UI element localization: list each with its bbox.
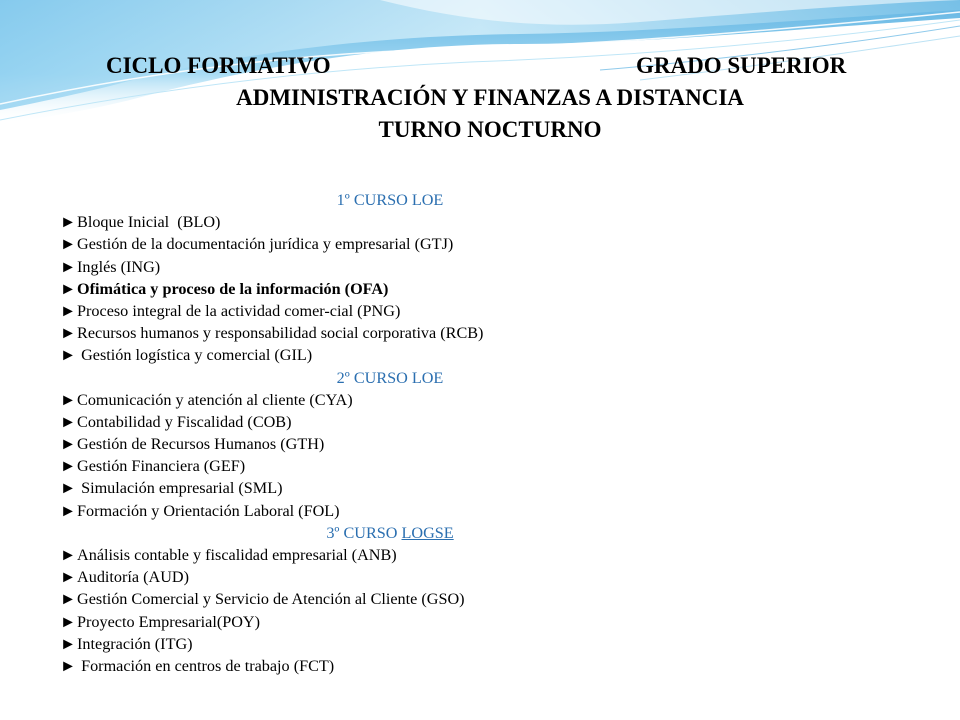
list-item-text: Formación en centros de trabajo (FCT) <box>77 656 335 675</box>
triangle-bullet-icon: ► <box>60 412 77 431</box>
section-heading <box>60 367 720 389</box>
list-item-text: Gestión de Recursos Humanos (GTH) <box>77 435 325 454</box>
triangle-bullet-icon: ► <box>60 590 77 609</box>
list-item <box>60 500 960 522</box>
list-item-text: Proceso integral de la actividad comer-cial (PNG) <box>77 301 401 320</box>
list-item-text: Proyecto Empresarial(POY) <box>77 612 260 631</box>
list-item-text: Integración (ITG) <box>77 634 193 653</box>
list-item <box>60 322 960 344</box>
list-item-text: Inglés (ING) <box>77 257 161 276</box>
list-item <box>60 300 960 322</box>
list-item <box>60 588 960 610</box>
list-item <box>60 611 960 633</box>
triangle-bullet-icon: ► <box>60 257 77 276</box>
list-item-text: Gestión de la documentación jurídica y empresarial (GTJ) <box>77 235 454 254</box>
list-item <box>60 256 960 278</box>
section-title: 3º CURSO <box>326 523 402 542</box>
list-item-text: Análisis contable y fiscalidad empresarial (ANB) <box>77 546 397 564</box>
list-item-text: Auditoría (AUD) <box>77 568 189 587</box>
list-item-text: Gestión Financiera (GEF) <box>77 457 246 476</box>
page-title: ADMINISTRACIÓN Y FINANZAS A DISTANCIA <box>236 85 744 110</box>
section-title: 1º CURSO LOE <box>336 191 444 209</box>
list-item-text: Bloque Inicial (BLO) <box>77 213 221 232</box>
list-item-text: Gestión Comercial y Servicio de Atención al Cliente (GSO) <box>77 590 465 609</box>
list-item <box>60 544 960 566</box>
section-heading <box>60 522 720 544</box>
triangle-bullet-icon: ► <box>60 324 77 343</box>
list-item <box>60 233 960 255</box>
triangle-bullet-icon: ► <box>60 479 77 498</box>
turno-label: TURNO NOCTURNO <box>378 117 602 142</box>
list-item <box>60 655 960 677</box>
triangle-bullet-icon: ► <box>60 213 77 232</box>
list-item-text: Comunicación y atención al cliente (CYA) <box>77 390 353 409</box>
list-item <box>60 477 960 499</box>
list-item <box>60 411 960 433</box>
triangle-bullet-icon: ► <box>60 435 77 454</box>
triangle-bullet-icon: ► <box>60 457 77 476</box>
ciclo-formativo-label: CICLO FORMATIVO <box>106 53 331 78</box>
list-item-text: Ofimática y proceso de la información (OFA) <box>77 279 389 298</box>
section-title: 2º CURSO LOE <box>336 368 444 387</box>
list-item-text: Contabilidad y Fiscalidad (COB) <box>77 412 292 431</box>
list-item <box>60 211 960 233</box>
triangle-bullet-icon: ► <box>60 568 77 587</box>
list-item-text: Simulación empresarial (SML) <box>77 479 283 498</box>
triangle-bullet-icon: ► <box>60 656 77 675</box>
list-item <box>60 633 960 655</box>
list-item-text: Gestión logística y comercial (GIL) <box>77 346 313 365</box>
triangle-bullet-icon: ► <box>60 346 77 365</box>
triangle-bullet-icon: ► <box>60 301 77 320</box>
list-item <box>60 433 960 455</box>
list-item <box>60 344 960 366</box>
section-heading <box>60 189 720 211</box>
list-item <box>60 455 960 477</box>
section-title-underlined: LOGSE <box>401 523 454 542</box>
triangle-bullet-icon: ► <box>60 390 77 409</box>
triangle-bullet-icon: ► <box>60 634 77 653</box>
triangle-bullet-icon: ► <box>60 501 77 520</box>
list-item-text: Recursos humanos y responsabilidad social corporativa (RCB) <box>77 324 484 343</box>
list-item-text: Formación y Orientación Laboral (FOL) <box>77 501 340 520</box>
triangle-bullet-icon: ► <box>60 235 77 254</box>
course-list <box>60 189 960 677</box>
triangle-bullet-icon: ► <box>60 612 77 631</box>
grado-superior-label: GRADO SUPERIOR <box>636 53 847 78</box>
list-item <box>60 278 960 300</box>
list-item <box>60 389 960 411</box>
triangle-bullet-icon: ► <box>60 546 77 564</box>
list-item <box>60 566 960 588</box>
triangle-bullet-icon: ► <box>60 279 77 298</box>
